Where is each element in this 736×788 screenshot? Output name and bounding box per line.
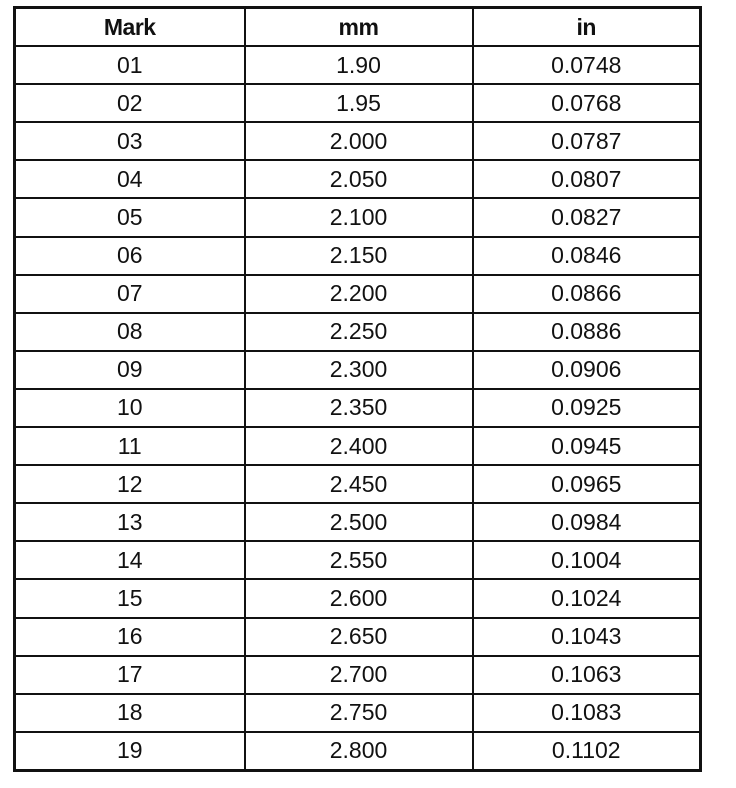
table-row <box>15 313 701 351</box>
table-row <box>15 618 701 656</box>
cell-in: 0.0906 <box>473 351 701 389</box>
cell-in: 0.1102 <box>473 732 701 771</box>
size-conversion-table <box>13 6 702 772</box>
table-header-row <box>15 8 701 47</box>
table-row <box>15 656 701 694</box>
cell-in: 0.1004 <box>473 541 701 579</box>
cell-in: 0.0787 <box>473 122 701 160</box>
cell-in: 0.0945 <box>473 427 701 465</box>
cell-mark: 08 <box>15 313 245 351</box>
table-row <box>15 160 701 198</box>
table-row <box>15 465 701 503</box>
table-row <box>15 275 701 313</box>
table-row <box>15 694 701 732</box>
conversion-table-container <box>13 6 699 772</box>
cell-mark: 15 <box>15 579 245 617</box>
cell-mark: 10 <box>15 389 245 427</box>
cell-mm: 2.500 <box>245 503 473 541</box>
table-row <box>15 732 701 771</box>
cell-mm: 2.050 <box>245 160 473 198</box>
cell-mm: 2.000 <box>245 122 473 160</box>
table-row <box>15 389 701 427</box>
table-row <box>15 503 701 541</box>
cell-in: 0.0965 <box>473 465 701 503</box>
cell-mm: 2.200 <box>245 275 473 313</box>
cell-in: 0.1024 <box>473 579 701 617</box>
cell-mm: 1.95 <box>245 84 473 122</box>
table-body <box>15 46 701 770</box>
header-mm: mm <box>245 8 473 47</box>
cell-in: 0.0984 <box>473 503 701 541</box>
cell-mm: 2.750 <box>245 694 473 732</box>
cell-mm: 2.650 <box>245 618 473 656</box>
cell-mm: 1.90 <box>245 46 473 84</box>
header-in: in <box>473 8 701 47</box>
cell-mark: 01 <box>15 46 245 84</box>
cell-mm: 2.300 <box>245 351 473 389</box>
cell-mm: 2.150 <box>245 237 473 275</box>
cell-in: 0.0768 <box>473 84 701 122</box>
table-row <box>15 579 701 617</box>
cell-mm: 2.350 <box>245 389 473 427</box>
cell-in: 0.0827 <box>473 198 701 236</box>
cell-mm: 2.600 <box>245 579 473 617</box>
cell-mark: 11 <box>15 427 245 465</box>
cell-mark: 06 <box>15 237 245 275</box>
cell-mm: 2.450 <box>245 465 473 503</box>
table-row <box>15 427 701 465</box>
cell-mark: 14 <box>15 541 245 579</box>
cell-in: 0.1083 <box>473 694 701 732</box>
table-row <box>15 198 701 236</box>
cell-mm: 2.100 <box>245 198 473 236</box>
table-row <box>15 541 701 579</box>
cell-mark: 05 <box>15 198 245 236</box>
cell-in: 0.1043 <box>473 618 701 656</box>
cell-mark: 12 <box>15 465 245 503</box>
cell-in: 0.0925 <box>473 389 701 427</box>
cell-mark: 19 <box>15 732 245 771</box>
cell-mark: 17 <box>15 656 245 694</box>
cell-mark: 07 <box>15 275 245 313</box>
cell-mark: 04 <box>15 160 245 198</box>
cell-in: 0.0866 <box>473 275 701 313</box>
cell-mm: 2.250 <box>245 313 473 351</box>
cell-in: 0.0807 <box>473 160 701 198</box>
cell-in: 0.0846 <box>473 237 701 275</box>
cell-in: 0.0748 <box>473 46 701 84</box>
cell-mm: 2.700 <box>245 656 473 694</box>
cell-mark: 09 <box>15 351 245 389</box>
cell-mark: 03 <box>15 122 245 160</box>
cell-mm: 2.400 <box>245 427 473 465</box>
header-mark: Mark <box>15 8 245 47</box>
cell-mm: 2.800 <box>245 732 473 771</box>
cell-mark: 18 <box>15 694 245 732</box>
cell-mark: 02 <box>15 84 245 122</box>
cell-in: 0.0886 <box>473 313 701 351</box>
table-row <box>15 237 701 275</box>
table-row <box>15 84 701 122</box>
cell-mark: 16 <box>15 618 245 656</box>
table-row <box>15 351 701 389</box>
cell-mark: 13 <box>15 503 245 541</box>
table-row <box>15 122 701 160</box>
cell-in: 0.1063 <box>473 656 701 694</box>
table-row <box>15 46 701 84</box>
cell-mm: 2.550 <box>245 541 473 579</box>
